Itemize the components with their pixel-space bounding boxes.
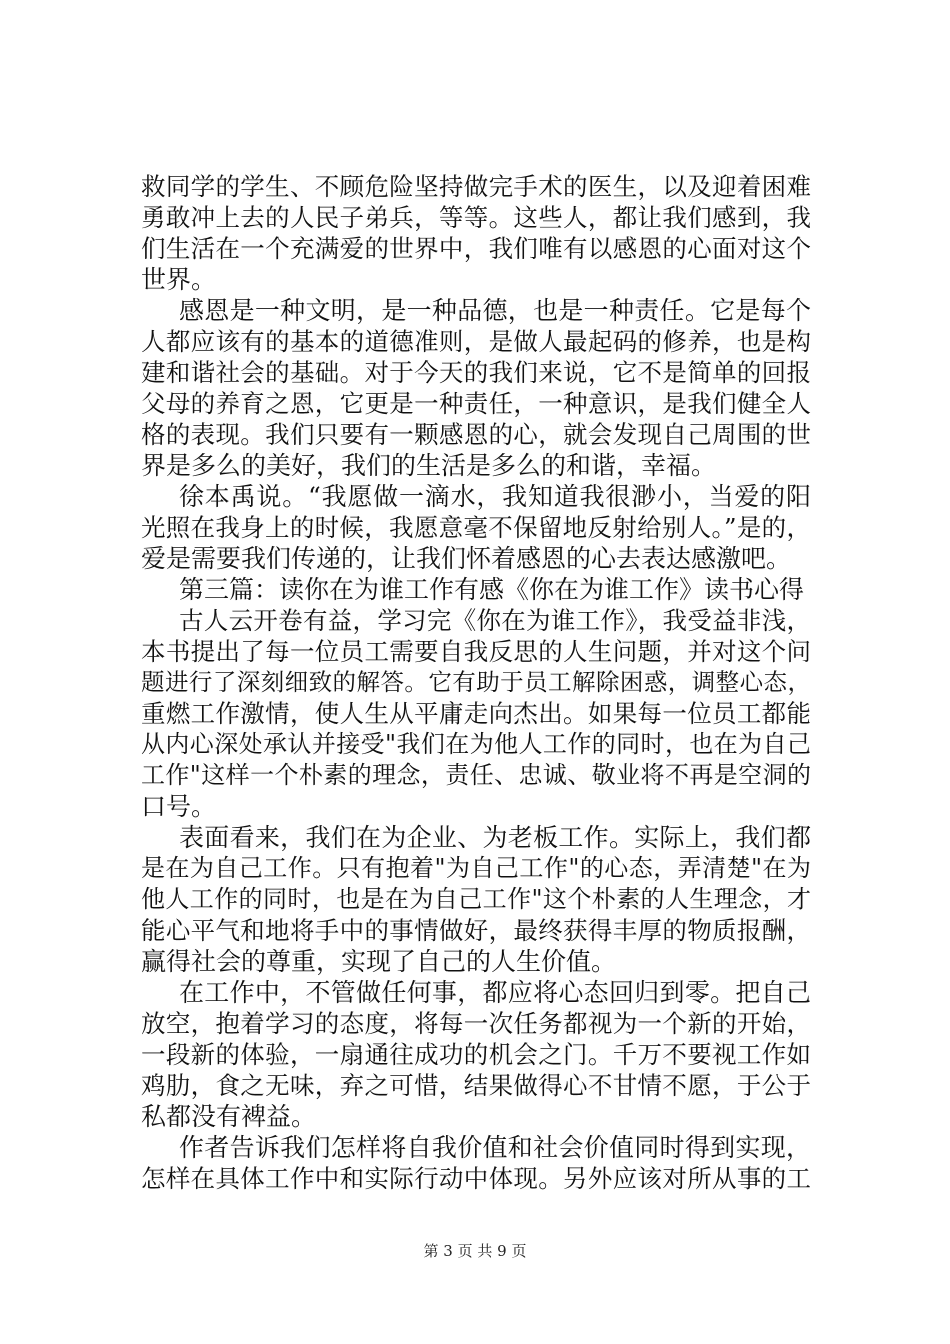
text-line: 赢得社会的尊重，实现了自己的人生价值。	[141, 947, 617, 976]
text-line: 第三篇：读你在为谁工作有感《你在为谁工作》读书心得	[179, 575, 805, 604]
text-line: 光照在我身上的时候，我愿意毫不保留地反射给别人。”是的，	[141, 513, 811, 542]
text-line: 古人云开卷有益，学习完《你在为谁工作》，我受益非浅，	[179, 606, 811, 635]
text-line: 表面看来，我们在为企业、为老板工作。实际上，我们都	[179, 823, 811, 852]
text-line: 感恩是一种文明，是一种品德，也是一种责任。它是每个	[179, 296, 811, 325]
text-line: 私都没有裨益。	[141, 1102, 317, 1131]
text-line: 他人工作的同时，也是在为自己工作"这个朴素的人生理念，才	[141, 885, 811, 913]
text-line: 建和谐社会的基础。对于今天的我们来说，它不是简单的回报	[141, 358, 811, 387]
text-line: 徐本禹说。“我愿做一滴水，我知道我很渺小，当爱的阳	[179, 482, 811, 511]
text-line: 救同学的学生、不顾危险坚持做完手术的医生，以及迎着困难	[141, 172, 811, 201]
text-line: 题进行了深刻细致的解答。它有助于员工解除困惑，调整心态，	[141, 668, 811, 696]
text-line: 作者告诉我们怎样将自我价值和社会价值同时得到实现，	[179, 1133, 811, 1162]
text-line: 格的表现。我们只要有一颗感恩的心，就会发现自己周围的世	[141, 420, 811, 449]
text-line: 勇敢冲上去的人民子弟兵，等等。这些人，都让我们感到，我	[141, 203, 811, 232]
text-line: 界是多么的美好，我们的生活是多么的和谐，幸福。	[141, 451, 717, 480]
text-line: 怎样在具体工作中和实际行动中体现。另外应该对所从事的工	[141, 1164, 811, 1193]
text-line: 口号。	[141, 792, 217, 821]
text-line: 爱是需要我们传递的，让我们怀着感恩的心去表达感激吧。	[141, 544, 792, 573]
text-line: 人都应该有的基本的道德准则，是做人最起码的修养，也是构	[141, 327, 811, 356]
text-line: 在工作中，不管做任何事，都应将心态回归到零。把自己	[179, 978, 811, 1007]
text-line: 放空，抱着学习的态度，将每一次任务都视为一个新的开始，	[141, 1009, 811, 1038]
text-line: 能心平气和地将手中的事情做好，最终获得丰厚的物质报酬，	[141, 916, 811, 945]
text-line: 本书提出了每一位员工需要自我反思的人生问题，并对这个问	[141, 637, 811, 666]
text-line: 鸡肋，食之无味，弃之可惜，结果做得心不甘情不愿，于公于	[141, 1071, 811, 1100]
text-line: 是在为自己工作。只有抱着"为自己工作"的心态，弄清楚"在为	[141, 854, 811, 882]
text-line: 们生活在一个充满爱的世界中，我们唯有以感恩的心面对这个	[141, 234, 811, 263]
text-line: 从内心深处承认并接受"我们在为他人工作的同时，也在为自己	[141, 730, 811, 758]
text-line: 一段新的体验，一扇通往成功的机会之门。千万不要视工作如	[141, 1040, 811, 1069]
text-line: 工作"这样一个朴素的理念，责任、忠诚、敬业将不再是空洞的	[141, 761, 811, 789]
document-body	[141, 171, 811, 1194]
text-line: 父母的养育之恩，它更是一种责任，一种意识，是我们健全人	[141, 389, 811, 418]
text-line: 世界。	[141, 265, 217, 294]
text-line: 重燃工作激情，使人生从平庸走向杰出。如果每一位员工都能	[141, 699, 811, 728]
page-footer: 第 3 页 共 9 页	[423, 1242, 527, 1260]
